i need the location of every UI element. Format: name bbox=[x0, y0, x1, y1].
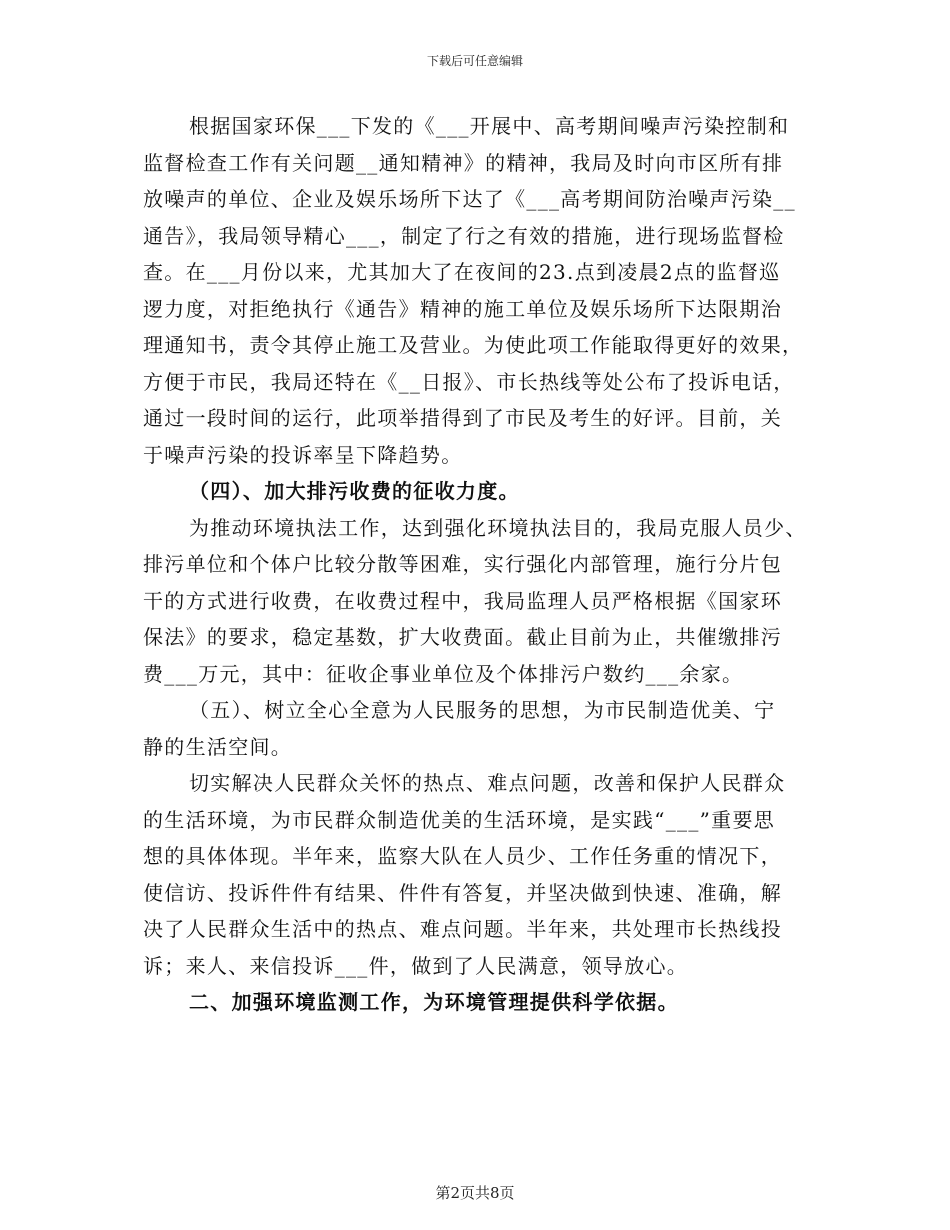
text-line: 方便于市民，我局还特在《__日报》、市长热线等处公布了投诉电话， bbox=[143, 369, 795, 394]
text-line: 决了人民群众生活中的热点、难点问题。半年来，共处理市长热线投 bbox=[143, 917, 782, 941]
text-line: 想的具体体现。半年来，监察大队在人员少、工作任务重的情况下， bbox=[143, 844, 782, 868]
heading-line: 二、加强环境监测工作，为环境管理提供科学依据。 bbox=[189, 990, 679, 1014]
text-line: 逻力度，对拒绝执行《通告》精神的施工单位及娱乐场所下达限期治 bbox=[143, 296, 782, 321]
text-line: 通过一段时间的运行，此项举措得到了市民及考生的好评。目前，关 bbox=[143, 406, 782, 430]
heading-line: （五）、树立全心全意为人民服务的思想，为市民制造优美、宁 bbox=[189, 698, 776, 722]
text-line: 理通知书，责令其停止施工及营业。为使此项工作能取得更好的效果， bbox=[143, 333, 804, 357]
document-body bbox=[143, 108, 823, 1021]
section-heading-two bbox=[143, 984, 823, 1021]
text-line: 于噪声污染的投诉率呈下降趋势。 bbox=[143, 442, 463, 467]
text-line: 放噪声的单位、企业及娱乐场所下达了《___高考期间防治噪声污染__ bbox=[143, 187, 796, 211]
text-line: 通告》，我局领导精心___，制定了行之有效的措施，进行现场监督检 bbox=[143, 223, 785, 248]
page-footer: 第2页共8页 bbox=[435, 1184, 515, 1202]
text-line: 诉；来人、来信投诉___件，做到了人民满意，领导放心。 bbox=[143, 953, 689, 978]
text-line: 根据国家环保___下发的《___开展中、高考期间噪声污染控制和 bbox=[189, 114, 790, 138]
section-heading-four bbox=[143, 473, 823, 510]
text-line: 的生活环境，为市民群众制造优美的生活环境，是实践“___”重要思 bbox=[143, 807, 776, 832]
text-line: 为推动环境执法工作，达到强化环境执法目的，我局克服人员少、 bbox=[189, 515, 807, 540]
text-line: 查。在___月份以来，尤其加大了在夜间的23.点到凌晨2点的监督巡 bbox=[143, 260, 781, 284]
text-line: 使信访、投诉件件有结果、件件有答复，并坚决做到快速、准确，解 bbox=[143, 880, 782, 905]
heading-line: （四）、加大排污收费的征收力度。 bbox=[189, 479, 520, 503]
text-line: 费___万元，其中：征收企事业单位及个体排污户数约___余家。 bbox=[143, 661, 744, 686]
text-line: 切实解决人民群众关怀的热点、难点问题，改善和保护人民群众 bbox=[189, 771, 786, 795]
heading-line: 静的生活空间。 bbox=[143, 734, 293, 759]
paragraph-noise-control bbox=[143, 108, 823, 473]
page-header: 下载后可任意编辑 bbox=[426, 54, 523, 68]
section-heading-five bbox=[143, 692, 823, 765]
text-line: 排污单位和个体户比较分散等困难，实行强化内部管理，施行分片包 bbox=[143, 552, 782, 576]
text-line: 监督检查工作有关问题__通知精神》的精神，我局及时向市区所有排 bbox=[143, 150, 784, 175]
paragraph-fee-collection bbox=[143, 510, 823, 693]
text-line: 保法》的要求，稳定基数，扩大收费面。截止目前为止，共催缴排污 bbox=[143, 625, 782, 649]
paragraph-public-service bbox=[143, 765, 823, 984]
text-line: 干的方式进行收费，在收费过程中，我局监理人员严格根据《国家环 bbox=[143, 588, 782, 613]
